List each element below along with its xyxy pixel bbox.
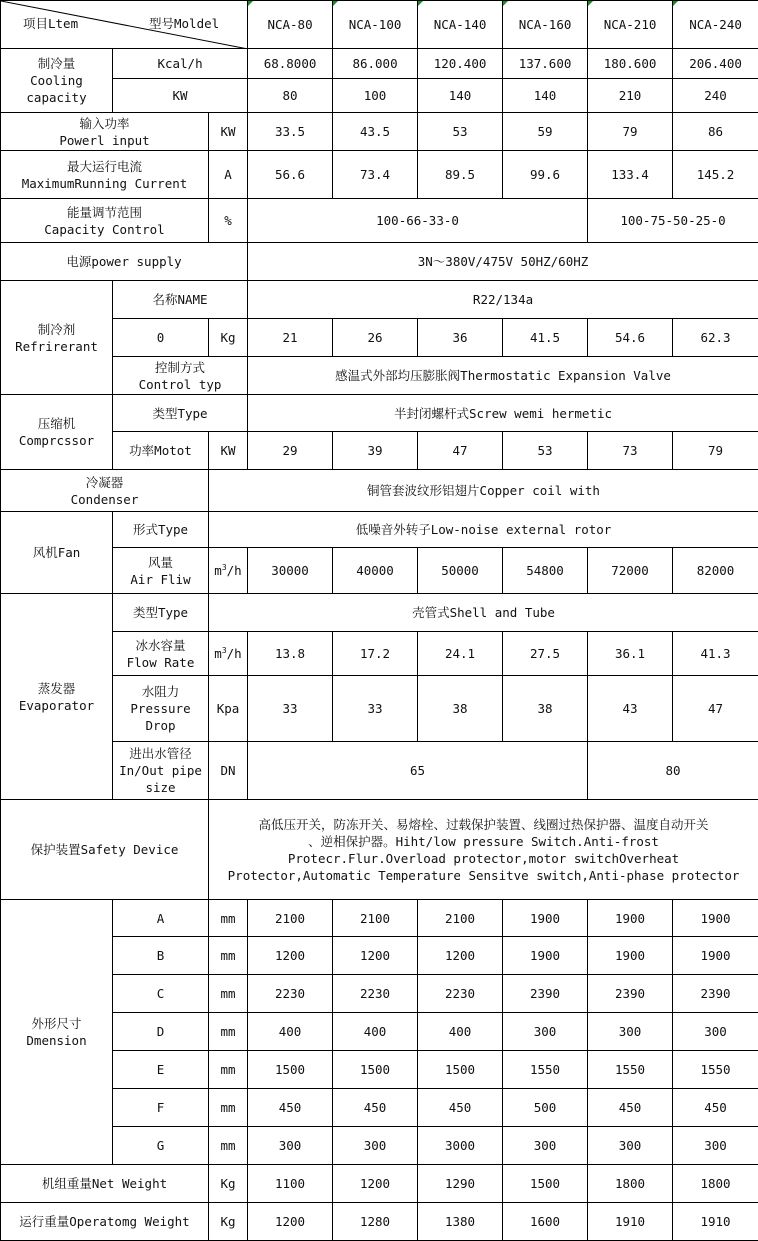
table-cell: 41.5 bbox=[503, 319, 588, 357]
cell-marker-icon bbox=[503, 1, 508, 6]
table-cell: 50000 bbox=[418, 548, 503, 594]
table-cell: 73.4 bbox=[333, 151, 418, 199]
evaporator-pipe-label: 进出水管径 In/Out pipe size bbox=[113, 742, 209, 800]
power-supply-value: 3N～380V/475V 50HZ/60HZ bbox=[248, 243, 758, 281]
dimension-unit: mm bbox=[209, 937, 248, 975]
header-row bbox=[1, 1, 758, 49]
table-cell: 450 bbox=[673, 1089, 758, 1127]
dimension-key: C bbox=[113, 975, 209, 1013]
fan-type-row bbox=[1, 512, 758, 548]
table-cell: 120.400 bbox=[418, 49, 503, 79]
fan-air-unit: $m^3/h$ bbox=[209, 548, 248, 594]
dimension-unit: mm bbox=[209, 1013, 248, 1051]
table-cell: 89.5 bbox=[418, 151, 503, 199]
table-cell: 400 bbox=[333, 1013, 418, 1051]
condenser-row bbox=[1, 470, 758, 512]
power-input-unit: KW bbox=[209, 113, 248, 151]
table-cell: 2390 bbox=[503, 975, 588, 1013]
refrigerant-name-label: 名称NAME bbox=[113, 281, 248, 319]
table-cell: 53 bbox=[418, 113, 503, 151]
table-cell: 2230 bbox=[248, 975, 333, 1013]
table-cell: 1910 bbox=[673, 1203, 758, 1241]
operating-weight-unit: Kg bbox=[209, 1203, 248, 1241]
table-cell: 1500 bbox=[333, 1051, 418, 1089]
table-cell: 1800 bbox=[673, 1165, 758, 1203]
table-cell: 1550 bbox=[503, 1051, 588, 1089]
table-cell: 145.2 bbox=[673, 151, 758, 199]
table-cell: 2100 bbox=[248, 900, 333, 937]
table-cell: 54800 bbox=[503, 548, 588, 594]
table-cell: 1900 bbox=[588, 937, 673, 975]
table-cell: 2230 bbox=[418, 975, 503, 1013]
model-header: NCA-100 bbox=[333, 1, 418, 49]
net-weight-row bbox=[1, 1165, 758, 1203]
table-cell: 300 bbox=[503, 1127, 588, 1165]
model-label: 型号Moldel bbox=[149, 15, 219, 32]
capacity-control-label: 能量调节范围 Capacity Control bbox=[1, 199, 209, 243]
item-label: 项目Ltem bbox=[23, 15, 78, 32]
fan-air-row bbox=[1, 548, 758, 594]
table-cell: 86.000 bbox=[333, 49, 418, 79]
table-cell: 1500 bbox=[503, 1165, 588, 1203]
dimension-row-d bbox=[1, 1013, 758, 1051]
table-cell: 1100 bbox=[248, 1165, 333, 1203]
model-header: NCA-210 bbox=[588, 1, 673, 49]
table-cell: 1200 bbox=[333, 1165, 418, 1203]
refrigerant-charge-unit: Kg bbox=[209, 319, 248, 357]
table-cell: 1900 bbox=[503, 937, 588, 975]
table-cell: 450 bbox=[248, 1089, 333, 1127]
table-cell: 2390 bbox=[588, 975, 673, 1013]
table-cell: 33 bbox=[248, 676, 333, 742]
evaporator-pipe-row bbox=[1, 742, 758, 800]
refrigerant-name-row bbox=[1, 281, 758, 319]
dimension-key: E bbox=[113, 1051, 209, 1089]
refrigerant-control-value: 感温式外部均压膨胀阀Thermostatic Expansion Valve bbox=[248, 357, 758, 395]
table-cell: 59 bbox=[503, 113, 588, 151]
evaporator-pipe-value-a: 65 bbox=[248, 742, 588, 800]
table-cell: 86 bbox=[673, 113, 758, 151]
table-cell: 1900 bbox=[588, 900, 673, 937]
cell-marker-icon bbox=[248, 1, 253, 6]
table-cell: 29 bbox=[248, 432, 333, 470]
table-cell: 1380 bbox=[418, 1203, 503, 1241]
table-cell: 47 bbox=[418, 432, 503, 470]
table-cell: 300 bbox=[248, 1127, 333, 1165]
capacity-control-unit: % bbox=[209, 199, 248, 243]
table-cell: 2100 bbox=[418, 900, 503, 937]
refrigerant-label: 制冷剂 Refrirerant bbox=[1, 281, 113, 395]
table-cell: 27.5 bbox=[503, 632, 588, 676]
evaporator-pipe-unit: DN bbox=[209, 742, 248, 800]
table-cell: 2390 bbox=[673, 975, 758, 1013]
dimension-row-g bbox=[1, 1127, 758, 1165]
table-cell: 43 bbox=[588, 676, 673, 742]
power-supply-row bbox=[1, 243, 758, 281]
evaporator-flow-row bbox=[1, 632, 758, 676]
compressor-label: 压缩机 Comprcssor bbox=[1, 395, 113, 470]
table-cell: 1550 bbox=[588, 1051, 673, 1089]
cooling-kw-unit: KW bbox=[113, 79, 248, 113]
table-cell: 100 bbox=[333, 79, 418, 113]
fan-type-value: 低噪音外转子Low-noise external rotor bbox=[209, 512, 758, 548]
table-cell: 1200 bbox=[418, 937, 503, 975]
table-cell: 43.5 bbox=[333, 113, 418, 151]
evaporator-type-row bbox=[1, 594, 758, 632]
table-cell: 1900 bbox=[673, 900, 758, 937]
table-cell: 54.6 bbox=[588, 319, 673, 357]
table-cell: 400 bbox=[248, 1013, 333, 1051]
safety-value: 高低压开关，防冻开关、易熔栓、过载保护装置、线圈过热保护器、温度自动开关 、逆相保护器。Hiht/low pressure Switch.Anti-frost Protecr.Flur.Overload protector,motor switchOverheat Protector,Automatic Temperature Sensitve switch,Anti-phase protector bbox=[209, 800, 758, 900]
table-cell: 1900 bbox=[503, 900, 588, 937]
table-cell: 72000 bbox=[588, 548, 673, 594]
table-cell: 140 bbox=[503, 79, 588, 113]
table-cell: 133.4 bbox=[588, 151, 673, 199]
table-cell: 3000 bbox=[418, 1127, 503, 1165]
model-header: NCA-80 bbox=[248, 1, 333, 49]
compressor-power-row bbox=[1, 432, 758, 470]
refrigerant-name-value: R22/134a bbox=[248, 281, 758, 319]
table-cell: 450 bbox=[418, 1089, 503, 1127]
table-cell: 33 bbox=[333, 676, 418, 742]
compressor-power-unit: KW bbox=[209, 432, 248, 470]
evaporator-flow-label: 冰水容量 Flow Rate bbox=[113, 632, 209, 676]
compressor-type-label: 类型Type bbox=[113, 395, 248, 432]
fan-air-label: 风量 Air Fliw bbox=[113, 548, 209, 594]
table-cell: 47 bbox=[673, 676, 758, 742]
cooling-label: 制冷量 Cooling capacity bbox=[1, 49, 113, 113]
model-header: NCA-160 bbox=[503, 1, 588, 49]
table-cell: 180.600 bbox=[588, 49, 673, 79]
evaporator-type-value: 壳管式Shell and Tube bbox=[209, 594, 758, 632]
refrigerant-control-label: 控制方式 Control typ bbox=[113, 357, 248, 395]
safety-label: 保护装置Safety Device bbox=[1, 800, 209, 900]
table-cell: 1900 bbox=[673, 937, 758, 975]
table-cell: 300 bbox=[588, 1013, 673, 1051]
table-cell: 300 bbox=[588, 1127, 673, 1165]
refrigerant-charge-label: 0 bbox=[113, 319, 209, 357]
operating-weight-row bbox=[1, 1203, 758, 1241]
dimension-key: D bbox=[113, 1013, 209, 1051]
table-cell: 1200 bbox=[248, 1203, 333, 1241]
table-cell: 300 bbox=[673, 1127, 758, 1165]
table-cell: 36.1 bbox=[588, 632, 673, 676]
table-cell: 1800 bbox=[588, 1165, 673, 1203]
evaporator-drop-label: 水阻力 Pressure Drop bbox=[113, 676, 209, 742]
refrigerant-control-row bbox=[1, 357, 758, 395]
table-cell: 36 bbox=[418, 319, 503, 357]
table-cell: 1600 bbox=[503, 1203, 588, 1241]
cooling-kw-row bbox=[1, 79, 758, 113]
table-cell: 1200 bbox=[248, 937, 333, 975]
table-cell: 500 bbox=[503, 1089, 588, 1127]
table-cell: 137.600 bbox=[503, 49, 588, 79]
fan-label: 风机Fan bbox=[1, 512, 113, 594]
table-cell: 1200 bbox=[333, 937, 418, 975]
table-cell: 300 bbox=[503, 1013, 588, 1051]
table-cell: 400 bbox=[418, 1013, 503, 1051]
table-cell: 210 bbox=[588, 79, 673, 113]
cell-marker-icon bbox=[418, 1, 423, 6]
power-input-label: 输入功率 Powerl input bbox=[1, 113, 209, 151]
power-supply-label: 电源power supply bbox=[1, 243, 248, 281]
table-cell: 1500 bbox=[418, 1051, 503, 1089]
evaporator-label: 蒸发器 Evaporator bbox=[1, 594, 113, 800]
evaporator-drop-row bbox=[1, 676, 758, 742]
table-cell: 450 bbox=[588, 1089, 673, 1127]
table-cell: 99.6 bbox=[503, 151, 588, 199]
dimension-row-a bbox=[1, 900, 758, 937]
dimension-unit: mm bbox=[209, 1051, 248, 1089]
table-cell: 33.5 bbox=[248, 113, 333, 151]
table-cell: 1500 bbox=[248, 1051, 333, 1089]
table-cell: 1550 bbox=[673, 1051, 758, 1089]
table-cell: 450 bbox=[333, 1089, 418, 1127]
table-cell: 79 bbox=[673, 432, 758, 470]
table-cell: 39 bbox=[333, 432, 418, 470]
table-cell: 13.8 bbox=[248, 632, 333, 676]
condenser-label: 冷凝器 Condenser bbox=[1, 470, 209, 512]
dimension-row-e bbox=[1, 1051, 758, 1089]
table-cell: 240 bbox=[673, 79, 758, 113]
dimension-unit: mm bbox=[209, 975, 248, 1013]
dimension-key: A bbox=[113, 900, 209, 937]
table-cell: 1290 bbox=[418, 1165, 503, 1203]
dimension-key: F bbox=[113, 1089, 209, 1127]
current-row bbox=[1, 151, 758, 199]
table-cell: 56.6 bbox=[248, 151, 333, 199]
condenser-value: 铜管套波纹形铝翅片Copper coil with bbox=[209, 470, 758, 512]
dimension-unit: mm bbox=[209, 1127, 248, 1165]
dimension-unit: mm bbox=[209, 1089, 248, 1127]
refrigerant-charge-row bbox=[1, 319, 758, 357]
dimension-key: G bbox=[113, 1127, 209, 1165]
dimension-label: 外形尺寸 Dmension bbox=[1, 900, 113, 1165]
safety-row bbox=[1, 800, 758, 900]
table-cell: 82000 bbox=[673, 548, 758, 594]
table-cell: 26 bbox=[333, 319, 418, 357]
compressor-type-value: 半封闭螺杆式Screw wemi hermetic bbox=[248, 395, 758, 432]
table-cell: 2230 bbox=[333, 975, 418, 1013]
capacity-control-row bbox=[1, 199, 758, 243]
table-cell: 1910 bbox=[588, 1203, 673, 1241]
table-cell: 24.1 bbox=[418, 632, 503, 676]
table-cell: 2100 bbox=[333, 900, 418, 937]
table-cell: 17.2 bbox=[333, 632, 418, 676]
model-header: NCA-140 bbox=[418, 1, 503, 49]
table-cell: 30000 bbox=[248, 548, 333, 594]
dimension-row-c bbox=[1, 975, 758, 1013]
table-cell: 300 bbox=[333, 1127, 418, 1165]
cell-marker-icon bbox=[588, 1, 593, 6]
power-input-row bbox=[1, 113, 758, 151]
current-label: 最大运行电流 MaximumRunning Current bbox=[1, 151, 209, 199]
compressor-power-label: 功率Motot bbox=[113, 432, 209, 470]
table-cell: 53 bbox=[503, 432, 588, 470]
fan-type-label: 形式Type bbox=[113, 512, 209, 548]
table-cell: 41.3 bbox=[673, 632, 758, 676]
evaporator-flow-unit: $m^3/h$ bbox=[209, 632, 248, 676]
table-cell: 206.400 bbox=[673, 49, 758, 79]
dimension-row-b bbox=[1, 937, 758, 975]
table-cell: 68.8000 bbox=[248, 49, 333, 79]
table-cell: 38 bbox=[418, 676, 503, 742]
cell-marker-icon bbox=[333, 1, 338, 6]
net-weight-unit: Kg bbox=[209, 1165, 248, 1203]
cooling-kcal-row bbox=[1, 49, 758, 79]
table-cell: 80 bbox=[248, 79, 333, 113]
net-weight-label: 机组重量Net Weight bbox=[1, 1165, 209, 1203]
table-cell: 73 bbox=[588, 432, 673, 470]
evaporator-pipe-value-b: 80 bbox=[588, 742, 758, 800]
capacity-control-value-b: 100-75-50-25-0 bbox=[588, 199, 758, 243]
model-header: NCA-240 bbox=[673, 1, 758, 49]
dimension-unit: mm bbox=[209, 900, 248, 937]
capacity-control-value-a: 100-66-33-0 bbox=[248, 199, 588, 243]
table-cell: 40000 bbox=[333, 548, 418, 594]
dimension-row-f bbox=[1, 1089, 758, 1127]
cooling-kcal-unit: Kcal/h bbox=[113, 49, 248, 79]
header-diagonal-cell bbox=[1, 1, 248, 49]
operating-weight-label: 运行重量Operatomg Weight bbox=[1, 1203, 209, 1241]
cell-marker-icon bbox=[673, 1, 678, 6]
table-cell: 300 bbox=[673, 1013, 758, 1051]
evaporator-drop-unit: Kpa bbox=[209, 676, 248, 742]
table-cell: 140 bbox=[418, 79, 503, 113]
table-cell: 1280 bbox=[333, 1203, 418, 1241]
compressor-type-row bbox=[1, 395, 758, 432]
evaporator-type-label: 类型Type bbox=[113, 594, 209, 632]
table-cell: 62.3 bbox=[673, 319, 758, 357]
table-cell: 21 bbox=[248, 319, 333, 357]
current-unit: A bbox=[209, 151, 248, 199]
table-cell: 38 bbox=[503, 676, 588, 742]
table-cell: 79 bbox=[588, 113, 673, 151]
dimension-key: B bbox=[113, 937, 209, 975]
